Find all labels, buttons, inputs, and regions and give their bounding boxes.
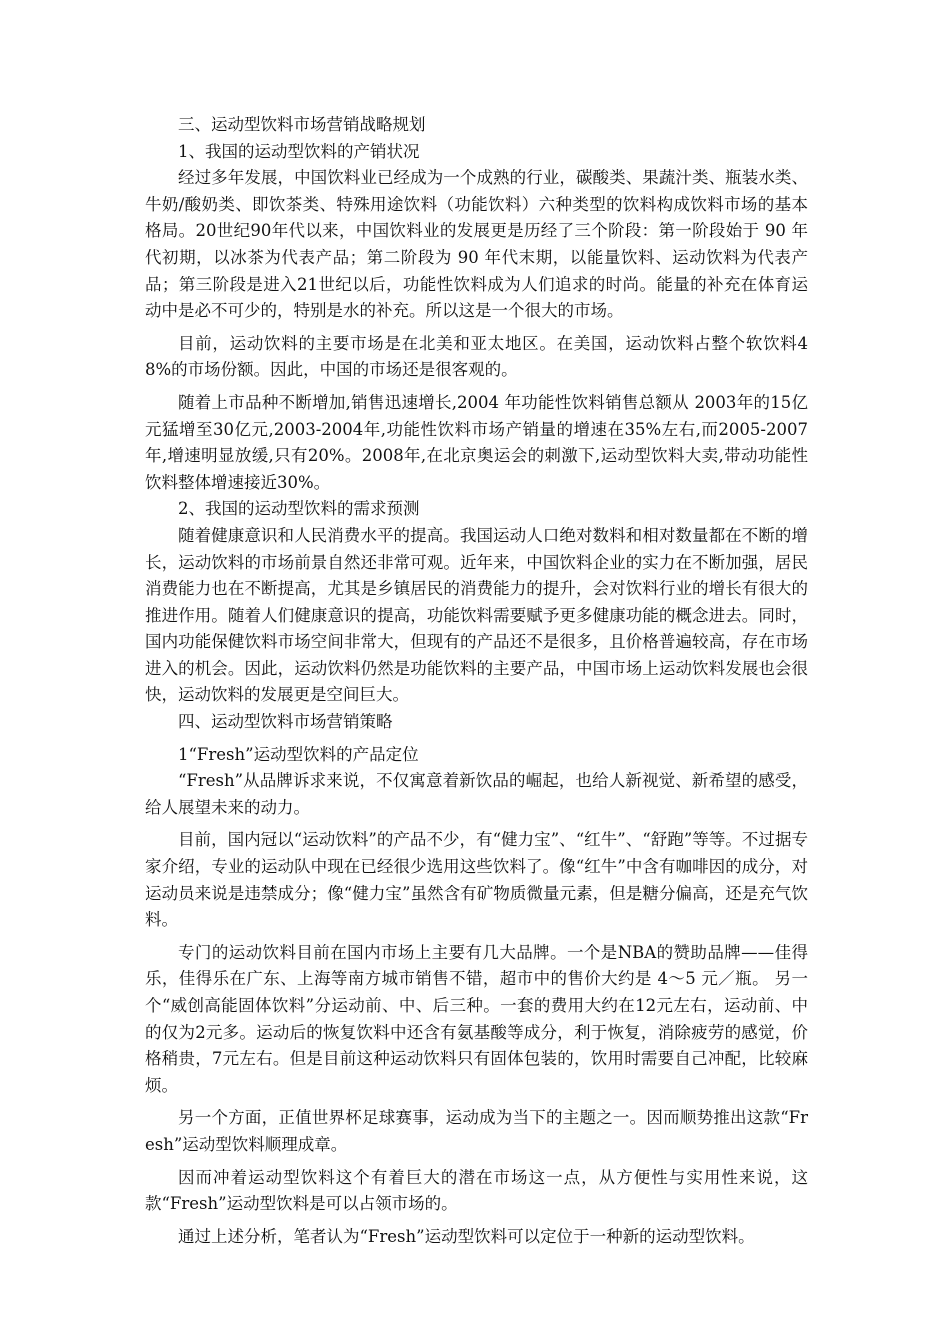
document-body <box>145 112 808 1250</box>
section-heading: 三、运动型饮料市场营销战略规划 <box>178 115 426 134</box>
section-heading: 四、运动型饮料市场营销策略 <box>178 712 393 732</box>
subsection-heading: 1“Fresh”运动型饮料的产品定位 <box>178 744 419 764</box>
paragraph: 通过上述分析，笔者认为“Fresh”运动型饮料可以定位于一种新的运动型饮料。 <box>178 1226 755 1246</box>
paragraph: 另一个方面，正值世界杯足球赛事，运动成为当下的主题之一。因而顺势推出这款“Fresh”运动型饮料顺理成章。 <box>145 1108 808 1154</box>
paragraph: 随着上市品种不断增加,销售迅速增长,2004 年功能性饮料销售总额从 2003年的15亿元猛增至30亿元,2003-2004年,功能性饮料市场产销量的增速在35%左右,而2005-2007年,增速明显放缓,只有20%。2008年,在北京奥运会的刺激下,运动型饮料大卖,带动功能性饮料整体增速接近30%。 <box>145 392 808 492</box>
paragraph: 目前，运动饮料的主要市场是在北美和亚太地区。在美国，运动饮料占整个软饮料48%的市场份额。因此，中国的市场还是很客观的。 <box>145 333 808 380</box>
subsection-heading: 2、我国的运动型饮料的需求预测 <box>178 499 420 519</box>
paragraph: “Fresh”从品牌诉求来说，不仅寓意着新饮品的崛起，也给人新视觉、新希望的感受，给人展望未来的动力。 <box>145 771 808 817</box>
paragraph: 专门的运动饮料目前在国内市场上主要有几大品牌。一个是NBA的赞助品牌——佳得乐，佳得乐在广东、上海等南方城市销售不错，超市中的售价大约是 4～5 元／瓶。 另一个“威创高能固体饮料”分运动前、中、后三种。一套的费用大约在12元左右，运动前、中的仅为2元多。运动后的恢复饮料中还含有氨基酸等成分，利于恢复，消除疲劳的感觉，价格稍贵，7元左右。但是目前这种运动饮料只有固体包装的，饮用时需要自己冲配，比较麻烦。 <box>145 942 808 1095</box>
paragraph: 随着健康意识和人民消费水平的提高。我国运动人口绝对数料和相对数量都在不断的增长，运动饮料的市场前景自然还非常可观。近年来，中国饮料企业的实力在不断加强，居民消费能力也在不断提高，尤其是乡镇居民的消费能力的提升，会对饮料行业的增长有很大的推进作用。随着人们健康意识的提高，功能饮料需要赋予更多健康功能的概念进去。同时，国内功能保健饮料市场空间非常大，但现有的产品还不是很多，且价格普遍较高，存在市场进入的机会。因此，运动饮料仍然是功能饮料的主要产品，中国市场上运动饮料发展也会很快，运动饮料的发展更是空间巨大。 <box>145 525 808 705</box>
paragraph: 因而冲着运动型饮料这个有着巨大的潜在市场这一点，从方便性与实用性来说，这款“Fresh”运动型饮料是可以占领市场的。 <box>145 1167 808 1214</box>
paragraph: 目前，国内冠以“运动饮料”的产品不少，有“健力宝”、“红牛”、“舒跑”等等。不过据专家介绍，专业的运动队中现在已经很少选用这些饮料了。像“红牛”中含有咖啡因的成分，对运动员来说是违禁成分；像“健力宝”虽然含有矿物质微量元素，但是糖分偏高，还是充气饮料。 <box>145 830 808 930</box>
subsection-heading: 1、我国的运动型饮料的产销状况 <box>178 141 420 161</box>
paragraph: 经过多年发展，中国饮料业已经成为一个成熟的行业，碳酸类、果蔬汁类、瓶装水类、牛奶/酸奶类、即饮茶类、特殊用途饮料（功能饮料）六种类型的饮料构成饮料市场的基本格局。20世纪90年代以来，中国饮料业的发展更是历经了三个阶段：第一阶段始于 90 年代初期，以冰茶为代表产品；第二阶段为 90 年代末期，以能量饮料、运动饮料为代表产品；第三阶段是进入21世纪以后，功能性饮料成为人们追求的时尚。能量的补充在体育运动中是必不可少的，特别是水的补充。所以这是一个很大的市场。 <box>145 168 808 321</box>
